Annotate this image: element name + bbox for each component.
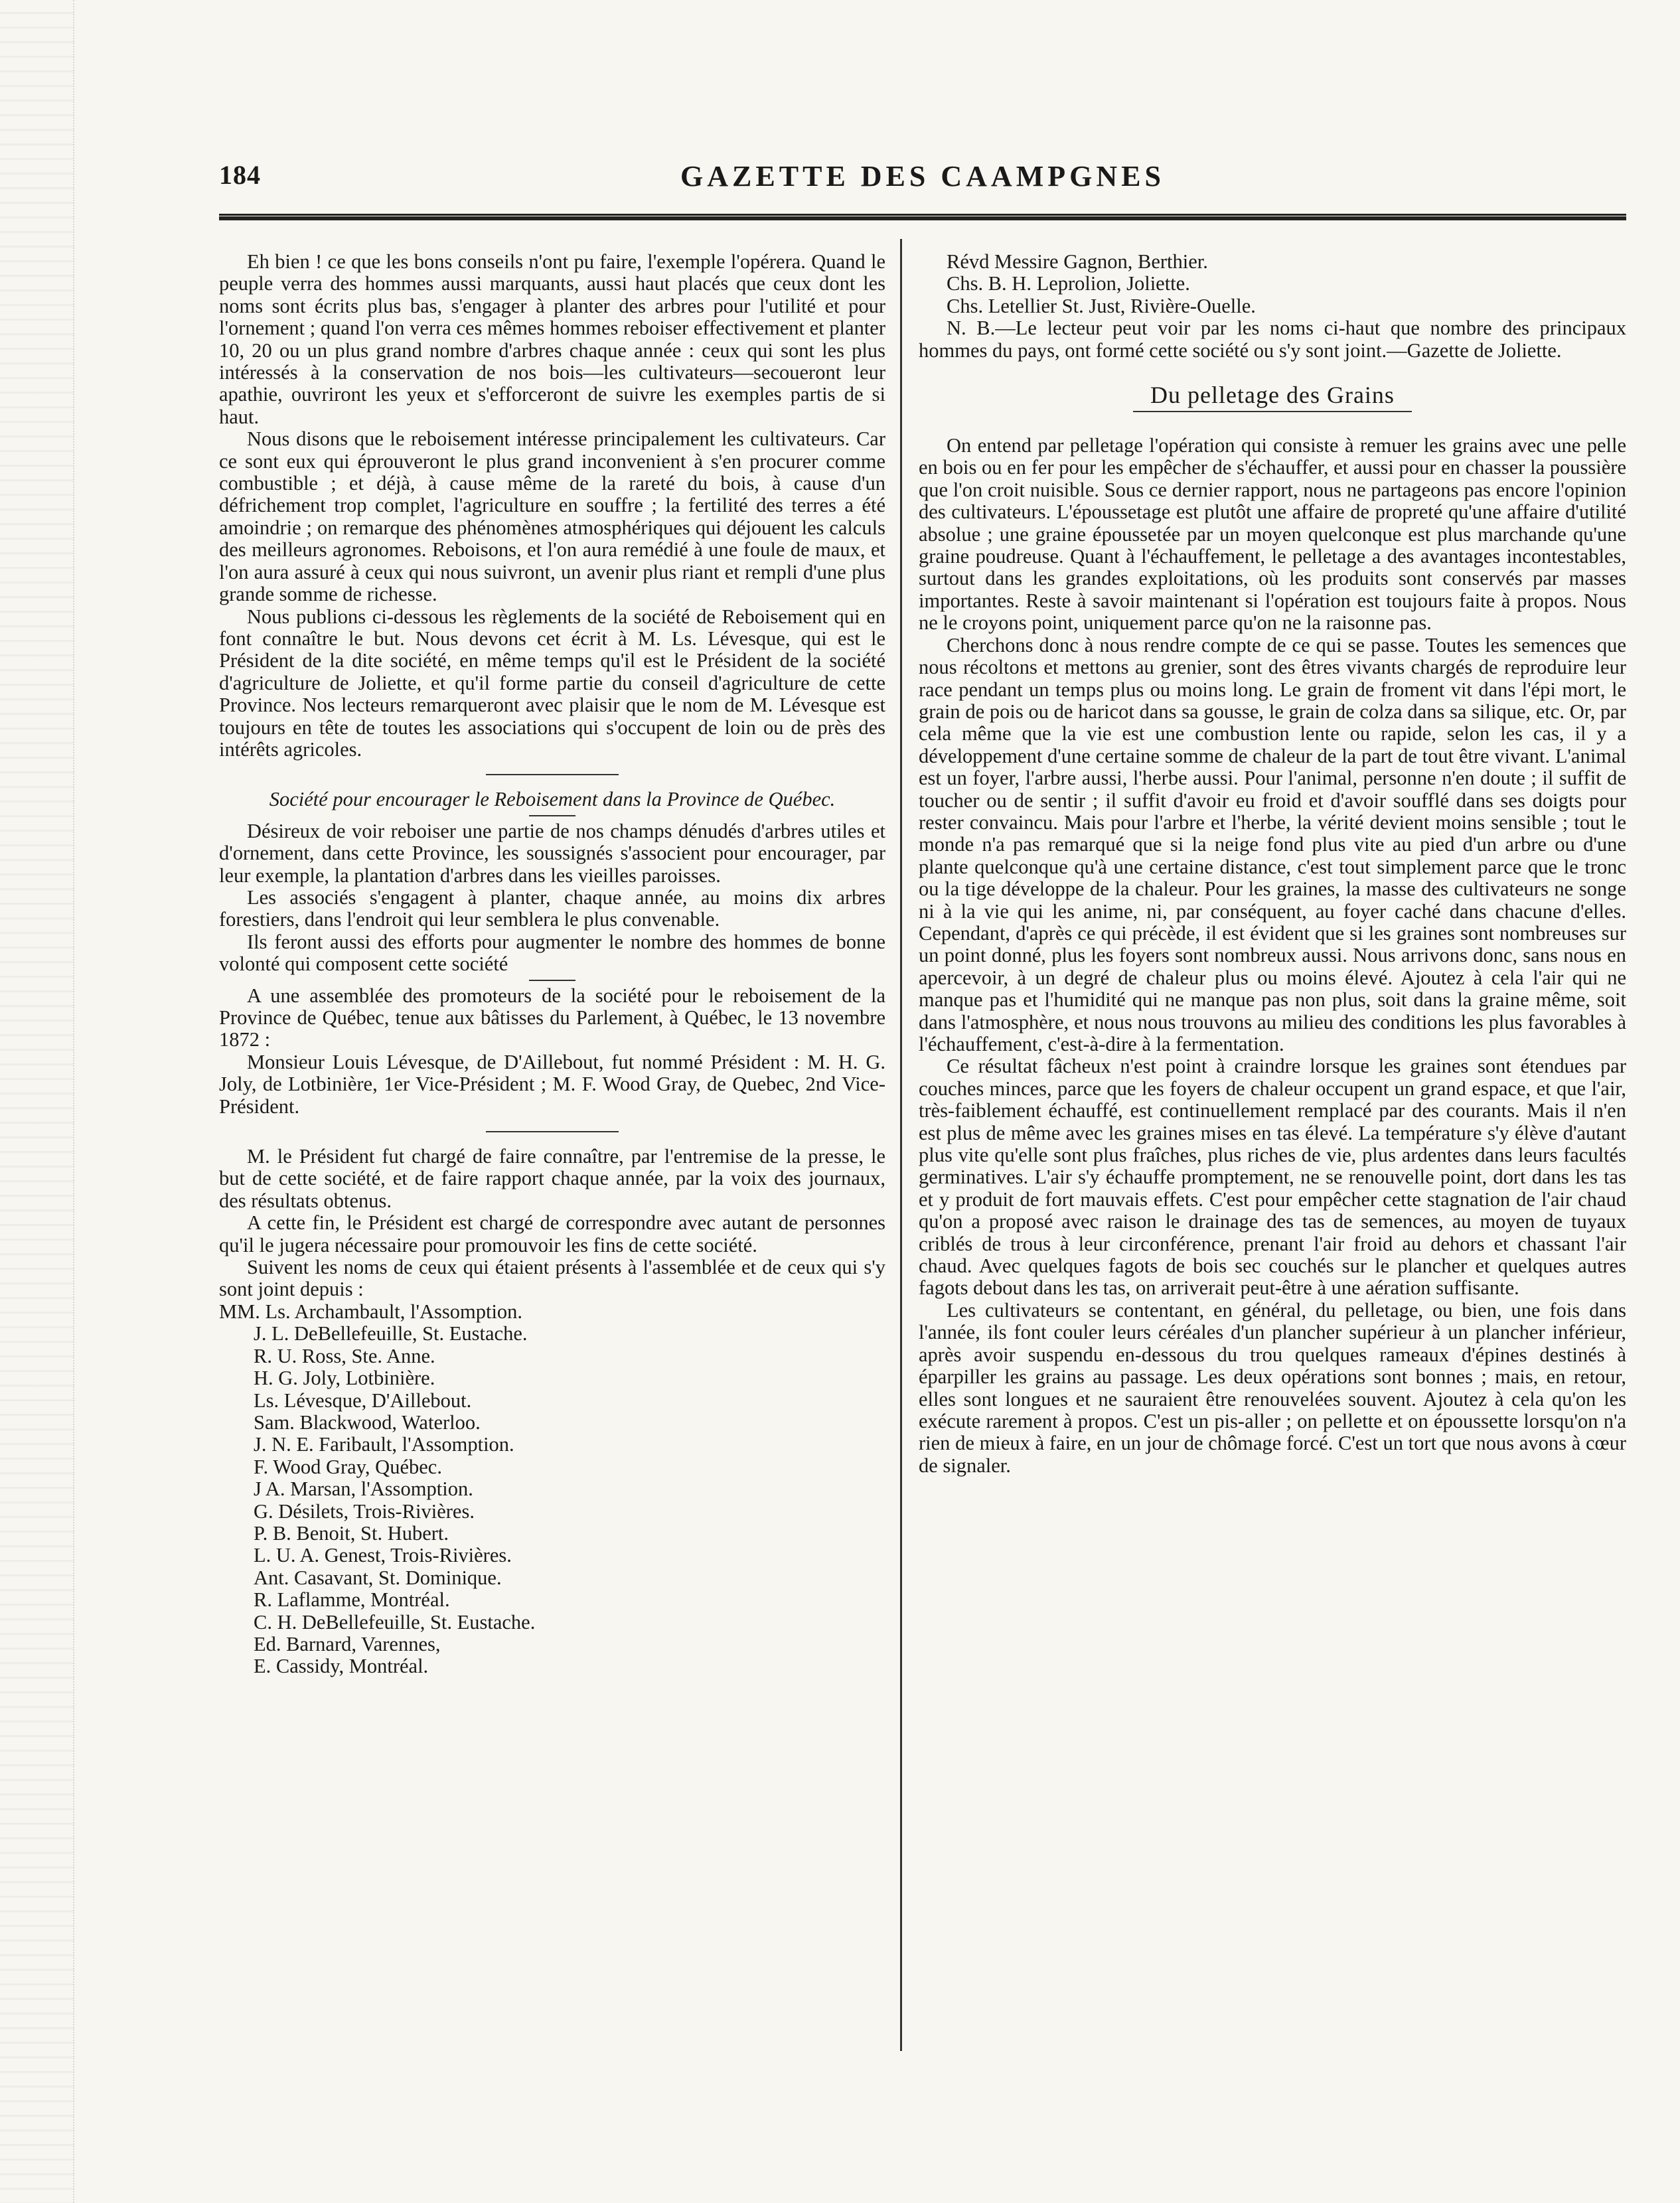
member-name: J A. Marsan, l'Assomption. bbox=[254, 1478, 473, 1501]
paragraph: Eh bien ! ce que les bons conseils n'ont pu faire, l'exemple l'opérera. Quand le peuple verra des hommes aussi marquants, aussi haut placés que ceux dont les noms sont écrits plus bas, s'engager à planter des arbres pour l'utilité et pour l'ornement ; quand l'on verra ces mêmes hommes reboiser effectivement et planter 10, 20 ou un plus grand nombre d'arbres chaque année : ceux qui sont les plus intéressés à la conservation de nos bois—les cultivateurs—secoueront leur apathie, ouvriront les yeux et s'efforceront de suivre les exemples partis de si haut. bbox=[219, 250, 885, 428]
member-name: L. U. A. Genest, Trois-Rivières. bbox=[254, 1544, 512, 1567]
paragraph: Monsieur Louis Lévesque, de D'Aillebout, fut nommé Président : M. H. G. Joly, de Lotbinière, 1er Vice-Président ; M. F. Wood Gray, de Quebec, 2nd Vice-Président. bbox=[219, 1050, 885, 1118]
member-name: F. Wood Gray, Québec. bbox=[254, 1455, 442, 1478]
title-underline bbox=[1133, 411, 1412, 412]
paragraph: Les associés s'engagent à planter, chaque année, au moins dix arbres forestiers, dans l'endroit qui leur semblera le plus convenable. bbox=[219, 885, 885, 931]
signer-list bbox=[919, 251, 1626, 317]
member-name: Sam. Blackwood, Waterloo. bbox=[254, 1410, 481, 1434]
paragraph: On entend par pelletage l'opération qui consiste à remuer les grains avec une pelle en bois ou en fer pour les empêcher de s'échauffer, et aussi pour en chasser la poussière que l'on croit nuisible. Sous ce dernier rapport, nous ne partageons pas encore l'opinion des cultivateurs. L'époussetage est plutôt une affaire de propreté qu'une affaire d'utilité absolue ; une graine époussetée par un moyen quelconque est plus marchande qu'une graine poudreuse. Quant à l'échauffement, le pelletage a des avantages incontestables, surtout dans les grandes exploitations, où les produits sont conservés par masses importantes. Reste à savoir maintenant si l'opération est toujours faite à propos. Nous ne le croyons point, uniquement parce qu'on ne la raisonne pas. bbox=[919, 434, 1626, 635]
member-name: Ls. Lévesque, D'Aillebout. bbox=[254, 1389, 472, 1412]
paragraph: A une assemblée des promoteurs de la société pour le reboisement de la Province de Québec, tenue aux bâtisses du Parlement, à Québec, le 13 novembre 1872 : bbox=[219, 984, 885, 1051]
paragraph: Désireux de voir reboiser une partie de nos champs dénudés d'arbres utiles et d'ornement, dans cette Province, les soussignés s'associent pour encourager, par leur exemple, la plantation d'arbres dans les vieilles paroisses. bbox=[219, 819, 885, 887]
member-list bbox=[219, 1301, 885, 1678]
member-name: R. Laflamme, Montréal. bbox=[254, 1588, 450, 1612]
column-divider bbox=[900, 239, 902, 2051]
signer-name: Chs. Letellier St. Just, Rivière-Ouelle. bbox=[947, 294, 1256, 317]
society-title: Société pour encourager le Reboisement dans la Province de Québec. bbox=[269, 788, 836, 811]
member-name: R. U. Ross, Ste. Anne. bbox=[254, 1344, 435, 1367]
member-name: E. Cassidy, Montréal. bbox=[254, 1655, 429, 1678]
article-title-text: Du pelletage des Grains bbox=[1150, 382, 1395, 409]
paragraph: Cherchons donc à nous rendre compte de ce qui se passe. Toutes les semences que nous récoltons et mettons au grenier, sont des êtres vivants chargés de reproduire leur race pendant un temps plus ou moins long. Le grain de froment vit dans l'épi mort, le grain de pois ou de haricot dans sa gousse, le grain de colza dans sa silique, etc. Or, par cela même que la vie est une combustion lente ou rapide, selon les cas, il y a développement d'une certaine somme de chaleur de la part de tout être vivant. L'animal est un foyer, l'arbre aussi, l'herbe aussi. Pour l'animal, personne n'en doute ; il suffit de toucher ou de sentir ; il suffit d'avoir eu froid et d'avoir soufflé dans ses doigts pour rester convaincu. Mais pour l'arbre et l'herbe, la vérité devient moins sensible ; tout le monde n'a pas remarqué que si la neige fond plus vite au pied d'un arbre ou d'une plante quelconque qu'à une certaine distance, c'est tout simplement parce que le tronc ou la tige développe de la chaleur. Pour les graines, la masse des cultivateurs ne songe ni à la vie qui les anime, ni, par conséquent, au foyer caché dans chacune d'elles. Cependant, d'après ce qui précède, il est évident que si les graines sont nombreuses sur un point donné, plus les foyers sont nombreux aussi. Nous arrivons donc, sans nous en apercevoir, à un degré de chaleur plus ou moins élevé. Ajoutez à cela l'air qui ne manque pas et l'humidité qui ne manque pas non plus, soit dans la graine même, soit dans l'atmosphère, et nous nous trouvons au milieu des conditions les plus favorables à l'échauffement, c'est-à-dire à la fermentation. bbox=[919, 633, 1626, 1055]
signer-name: Révd Messire Gagnon, Berthier. bbox=[947, 250, 1208, 273]
signer-name: Chs. B. H. Leprolion, Joliette. bbox=[947, 272, 1190, 295]
left-column bbox=[219, 251, 885, 1678]
paragraph: Ce résultat fâcheux n'est point à craindre lorsque les graines sont étendues par couches minces, parce que les foyers de chaleur occupent un grand espace, et que l'air, très-faiblement échauffé, est continuellement remplacé par des courants. Mais il n'en est plus de même avec les graines mises en tas élevé. La température s'y élève d'autant plus vite qu'elle sont plus fraîches, plus riches de vie, plus ardentes dans leurs facultés germinatives. L'air s'y échauffe promptement, ne se renouvelle point, dort dans les tas et y produit de fort mauvais effets. C'est pour empêcher cette stagnation de l'air chaud qu'on a proposé avec raison le drainage des tas de semences, au moyen de tuyaux criblés de trous à leur circonférence, prenant l'air froid au dehors et chassant l'air chaud. Avec quelques fagots de bois sec couchés sur le plancher et quelques autres fagots debout dans les tas, on arriverait peut-être à une aération suffisante. bbox=[919, 1055, 1626, 1300]
paragraph: A cette fin, le Président est chargé de correspondre avec autant de personnes qu'il le jugera nécessaire pour promouvoir les fins de cette société. bbox=[219, 1211, 885, 1256]
member-name: Ant. Casavant, St. Dominique. bbox=[254, 1566, 502, 1589]
section-divider bbox=[486, 774, 619, 775]
paragraph: Les cultivateurs se contentant, en général, du pelletage, ou bien, une fois dans l'année, ils font couler leurs céréales d'un plancher supérieur à un plancher inférieur, après avoir suspendu en-dessous du trou quelques rameaux d'épines destinés à éparpiller les grains au passage. Les deux opérations sont bonnes ; mais, en retour, elles sont longues et ne sauraient être renouvelées souvent. Ajoutez à cela qu'on les exécute rarement à propos. C'est un pis-aller ; on pellette et on époussette lorsqu'on n'a rien de mieux à faire, en un jour de chômage forcé. C'est un tort que nous avons à cœur de signaler. bbox=[919, 1298, 1626, 1477]
member-name: C. H. DeBellefeuille, St. Eustache. bbox=[254, 1610, 536, 1633]
note-paragraph: N. B.—Le lecteur peut voir par les noms ci-haut que nombre des principaux hommes du pays, ont formé cette société ou s'y sont joint.—Gazette de Joliette. bbox=[919, 317, 1626, 362]
header-rule bbox=[219, 214, 1626, 220]
paragraph: Ils feront aussi des efforts pour augmenter le nombre des hommes de bonne volonté qui composent cette société bbox=[219, 930, 885, 976]
member-name: Ed. Barnard, Varennes, bbox=[254, 1632, 441, 1655]
section-divider bbox=[486, 1131, 619, 1132]
page-header bbox=[219, 159, 1626, 199]
section-divider bbox=[529, 815, 575, 816]
member-name: J. N. E. Faribault, l'Assomption. bbox=[254, 1433, 514, 1456]
member-name: MM. Ls. Archambault, l'Assomption. bbox=[219, 1300, 523, 1323]
section-divider bbox=[529, 980, 575, 981]
paragraph: Suivent les noms de ceux qui étaient présents à l'assemblée et de ceux qui s'y sont joint depuis : bbox=[219, 1256, 885, 1301]
paragraph: Nous disons que le reboisement intéresse principalement les cultivateurs. Car ce sont eux qui éprouveront le plus grand inconvenient à s'en procurer comme combustible ; et déjà, à cause même de la rareté du bois, à cause d'un défrichement trop complet, l'agriculture en souffre ; la fertilité des terres a été amoindrie ; on remarque des phénomènes atmosphériques qui déjouent les calculs des meilleurs agronomes. Reboisons, et l'on aura remédié à une foule de maux, et l'on aura assuré à ceux qui nous suivront, un avenir plus riant et rempli d'une plus grande somme de richesse. bbox=[219, 427, 885, 606]
right-column bbox=[919, 251, 1626, 1477]
scan-margin bbox=[0, 0, 74, 2203]
paragraph: M. le Président fut chargé de faire connaître, par l'entremise de la presse, le but de cette société, et de faire rapport chaque année, par la voix des journaux, des résultats obtenus. bbox=[219, 1145, 885, 1212]
newspaper-title: GAZETTE DES CAAMPGNES bbox=[680, 160, 1165, 192]
page-number: 184 bbox=[219, 160, 261, 190]
member-name: G. Désilets, Trois-Rivières. bbox=[254, 1499, 475, 1523]
member-name: H. G. Joly, Lotbinière. bbox=[254, 1367, 435, 1390]
article-title bbox=[919, 382, 1626, 412]
member-name: P. B. Benoit, St. Hubert. bbox=[254, 1521, 449, 1545]
member-name: J. L. DeBellefeuille, St. Eustache. bbox=[254, 1322, 528, 1345]
paragraph: Nous publions ci-dessous les règlements de la société de Reboisement qui en font connaître le but. Nous devons cet écrit à M. Ls. Lévesque, qui est le Président de la dite société, en même temps qu'il est le Président de la société d'agriculture de Joliette, et qu'il forme partie du conseil d'agriculture de cette Province. Nos lecteurs remarqueront avec plaisir que le nom de M. Lévesque est toujours en tête de toutes les associations qui s'occupent de loin ou de près des intérêts agricoles. bbox=[219, 605, 885, 761]
